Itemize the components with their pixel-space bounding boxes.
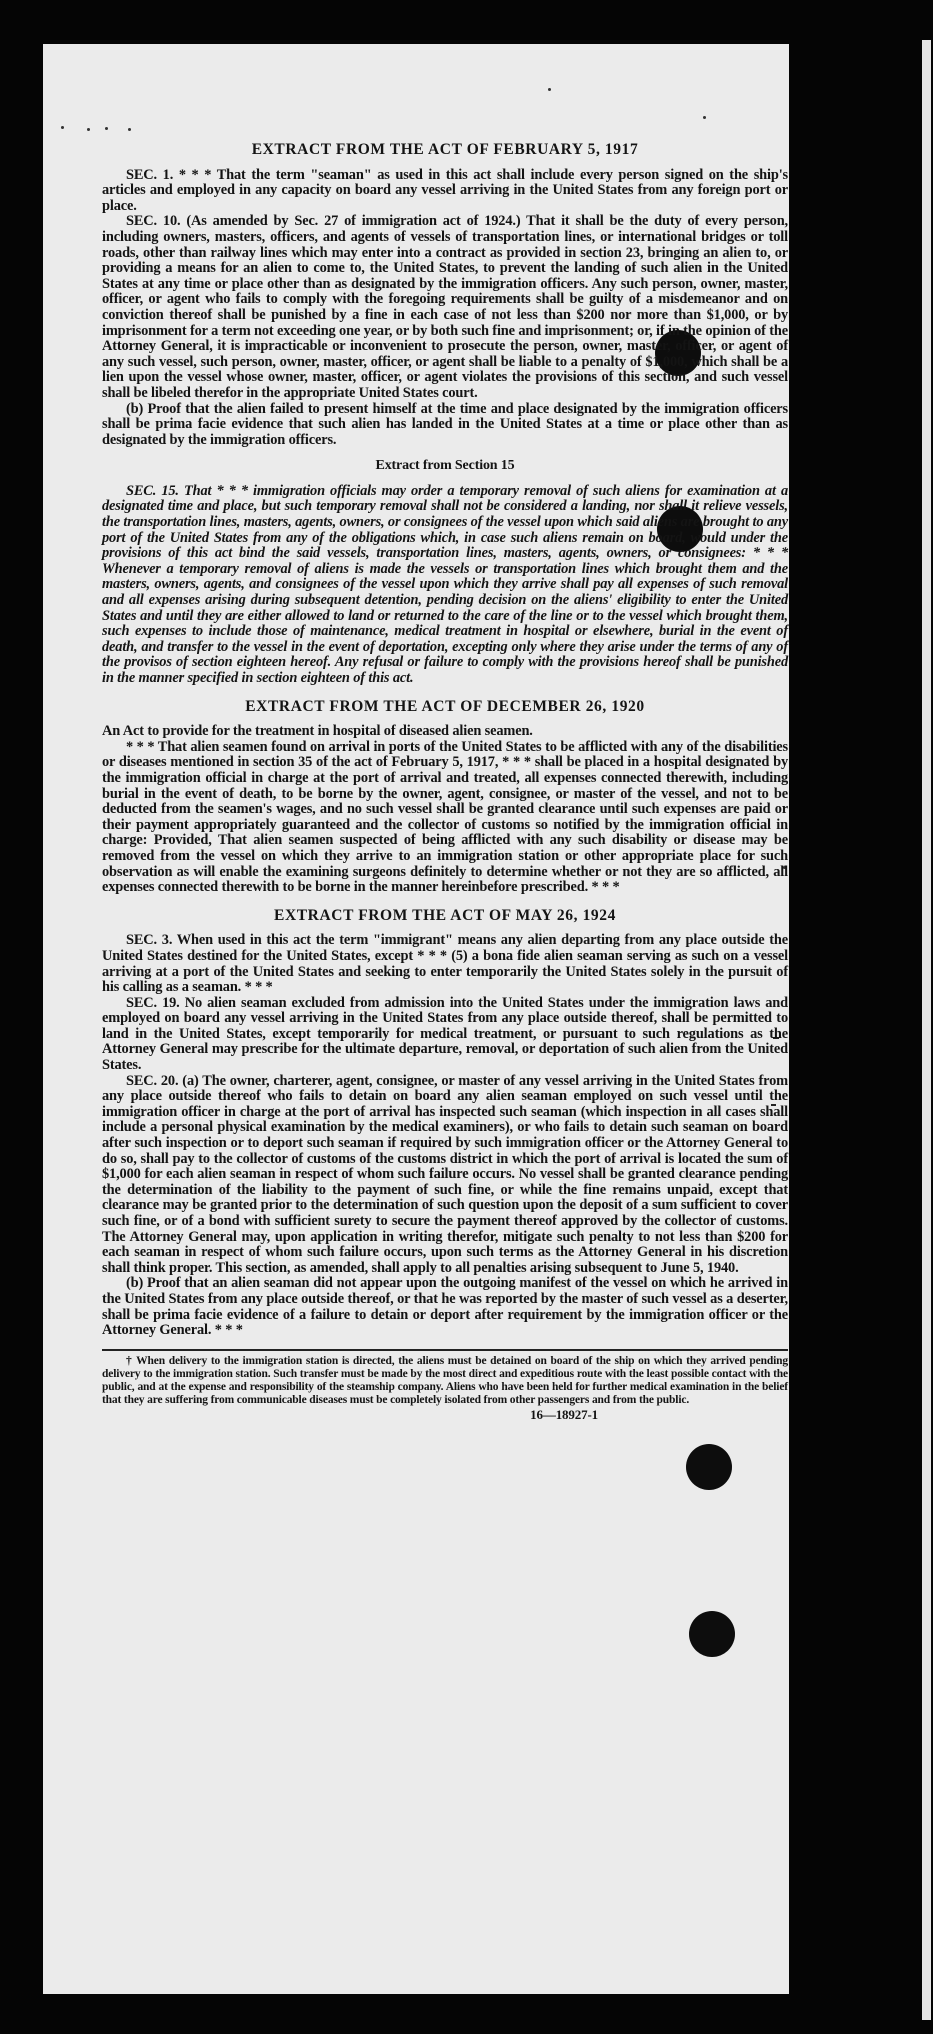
- punch-hole: [689, 1611, 735, 1657]
- paragraph-sec-20-b: (b) Proof that an alien seaman did not appear upon the outgoing manifest of the vessel on which he arrived in the United States from any place outside thereof, or that he was reported by the master of such vessel as a deserter, shall be prima facie evidence of a failure to detain or deport after requirement by the immigration officer or the Attorney General. * * *: [102, 1275, 788, 1339]
- scan-speck: [87, 128, 90, 131]
- punch-hole: [686, 1444, 732, 1490]
- paragraph-sec-19: SEC. 19. No alien seaman excluded from admission into the United States under the immigration laws and employed on board any vessel arriving in the United States from any place outside thereof, shall be permitted to land in the United States, except temporarily for medical treatment, or pursuant to such regulations as the Attorney General may prescribe for the ultimate departure, removal, or deportation of such alien from the United States.: [102, 994, 788, 1074]
- heading-section-15: Extract from Section 15: [375, 458, 515, 474]
- scan-speck: [61, 126, 64, 129]
- form-number: 16—18927-1: [530, 1406, 598, 1422]
- paragraph-sec-3: SEC. 3. When used in this act the term "immigrant" means any alien departing from any place outside the United States destined for the United States, except * * * (5) a bona fide alien seaman serving as such on a vessel arriving at a port of the United States and seeking to enter temporarily the United States solely in the pursuit of his calling as a seaman. * * *: [102, 932, 788, 996]
- scan-speck: [105, 127, 108, 130]
- heading-act-1924: EXTRACT FROM THE ACT OF MAY 26, 1924: [274, 906, 616, 924]
- scan-speck: [703, 116, 706, 119]
- paragraph-sec-1: SEC. 1. * * * That the term "seaman" as used in this act shall include every person signed on the ship's articles and employed in any capacity on board any vessel arriving in the United States from any foreign port or place.: [102, 166, 788, 214]
- footnote: † When delivery to the immigration station is directed, the aliens must be detained on board of the ship on which they arrived pending delivery to the immigration station. Such transfer must be made by the most direct and expeditious route with the least possible contact with the public, and at the expense and responsibility of the steamship company. Aliens who have been held for further medical examination in the belief that they are suffering from communicable diseases must be completely isolated from other passengers and from the public.: [102, 1354, 788, 1406]
- adjacent-page-edge: [922, 40, 931, 2020]
- heading-act-1920: EXTRACT FROM THE ACT OF DECEMBER 26, 1920: [245, 697, 645, 715]
- heading-act-1917: EXTRACT FROM THE ACT OF FEBRUARY 5, 1917: [251, 141, 639, 158]
- paragraph-sec-15: SEC. 15. That * * * immigration officials may order a temporary removal of such aliens for examination at a designated time and place, but such temporary removal shall not be considered a landing, nor shall it relieve vessels, the transportation lines, masters, agents, owners, or consignees of the vessel upon which said aliens are brought to any port of the United States from any of the obligations which, in case such aliens remain on board, would under the provisions of this act bind the said vessels, transportation lines, masters, agents, owners, or consignees: * * * Whenever a temporary removal of aliens is made the vessels or transportation lines which brought them and the masters, owners, agents, and consignees of the vessel upon which they arrive shall pay all expenses of such removal and all expenses arising during subsequent detention, pending decision on the aliens' eligibility to enter the United States and until they are either allowed to land or returned to the care of the line or to the vessel which brought them, such expenses to include those of maintenance, medical treatment in hospital or elsewhere, burial in the event of death, and transfer to the vessel in the event of deportation, excepting only where they arise under the terms of any of the provisos of section eighteen hereof. Any refusal or failure to comply with the provisions hereof shall be punished in the manner specified in section eighteen of this act.: [102, 482, 788, 686]
- paragraph-sec-10: SEC. 10. (As amended by Sec. 27 of immigration act of 1924.) That it shall be the duty of every person, including owners, masters, officers, and agents of vessels of transportation lines, or international bridges or toll roads, other than railway lines which may enter into a contract as provided in section 23, bringing an alien to, or providing a means for an alien to come to, the United States, to prevent the landing of such alien in the United States at any time or place other than as designated by the immigration officers. Any such person, owner, master, officer, or agent who fails to comply with the foregoing requirements shall be guilty of a misdemeanor and on conviction thereof shall be punished by a fine in each case of not less than $200 nor more than $1,000, or by imprisonment for a term not exceeding one year, or by both such fine and imprisonment; or, if in the opinion of the Attorney General, it is impracticable or inconvenient to prosecute the person, owner, master, officer, or agent of any such vessel, such person, owner, master, officer, or agent shall be liable to a penalty of $1,000, which shall be a lien upon the vessel whose owner, master, officer, or agent violates the provisions of this section, and such vessel shall be libeled therefor in the appropriate United States court.: [102, 213, 788, 401]
- paragraph-act-1920-title: An Act to provide for the treatment in hospital of diseased alien seamen.: [102, 723, 533, 740]
- scan-speck: [128, 128, 131, 131]
- paragraph-sec-20-a: SEC. 20. (a) The owner, charterer, agent, consignee, or master of any vessel arriving in the United States from any place outside thereof who fails to detain on board any alien seaman employed on such vessel until the immigration officer in charge at the port of arrival has inspected such seaman (which inspection in all cases shall include a personal physical examination by the medical examiners), or who fails to detain such seaman on board after such inspection or to deport such seaman if required by such immigration officer or the Attorney General to do so, shall pay to the collector of customs of the customs district in which the port of arrival is located the sum of $1,000 for each alien seaman in respect of whom such failure occurs. No vessel shall be granted clearance pending the determination of the liability to the payment of such fine, or while the fine remains unpaid, except that clearance may be granted prior to the determination of such question upon the deposit of a sum sufficient to cover such fine, or of a bond with sufficient surety to secure the payment thereof approved by the collector of customs. The Attorney General may, upon application in writing therefor, mitigate such penalty to not less than $200 for each seaman in respect of whom such failure occurs, upon such terms as the Attorney General in his discretion shall think proper. This section, as amended, shall apply to all penalties arising subsequent to June 5, 1940.: [102, 1072, 788, 1276]
- paragraph-sec-10-b: (b) Proof that the alien failed to present himself at the time and place designated by the immigration officers shall be prima facie evidence that such alien has landed in the United States at a time or place other than as designated by the immigration officers.: [102, 400, 788, 448]
- document-page: [43, 44, 789, 1994]
- document-body: [102, 142, 788, 1422]
- footnote-divider: [102, 1349, 788, 1351]
- paragraph-act-1920-body: * * * That alien seamen found on arrival in ports of the United States to be afflicted with any of the disabilities or diseases mentioned in section 35 of the act of February 5, 1917, * * * shall be placed in a hospital designated by the immigration official in charge at the port of arrival and treated, all expenses connected therewith, including burial in the event of death, to be borne by the owner, agent, consignee, or master of the vessel, and not to be deducted from the seamen's wages, and no such vessel shall be granted clearance until such expenses are paid or their payment appropriately guaranteed and the collector of customs so notified by the immigration official in charge: Provided, That alien seamen suspected of being afflicted with any such disability or disease may be removed from the vessel on which they arrive to an immigration station or other appropriate place for such observation as will enable the examining surgeons definitely to determine whether or not they are so afflicted, all expenses connected therewith to be borne in the manner hereinbefore prescribed. * * *: [102, 738, 788, 896]
- scan-speck: [548, 88, 551, 91]
